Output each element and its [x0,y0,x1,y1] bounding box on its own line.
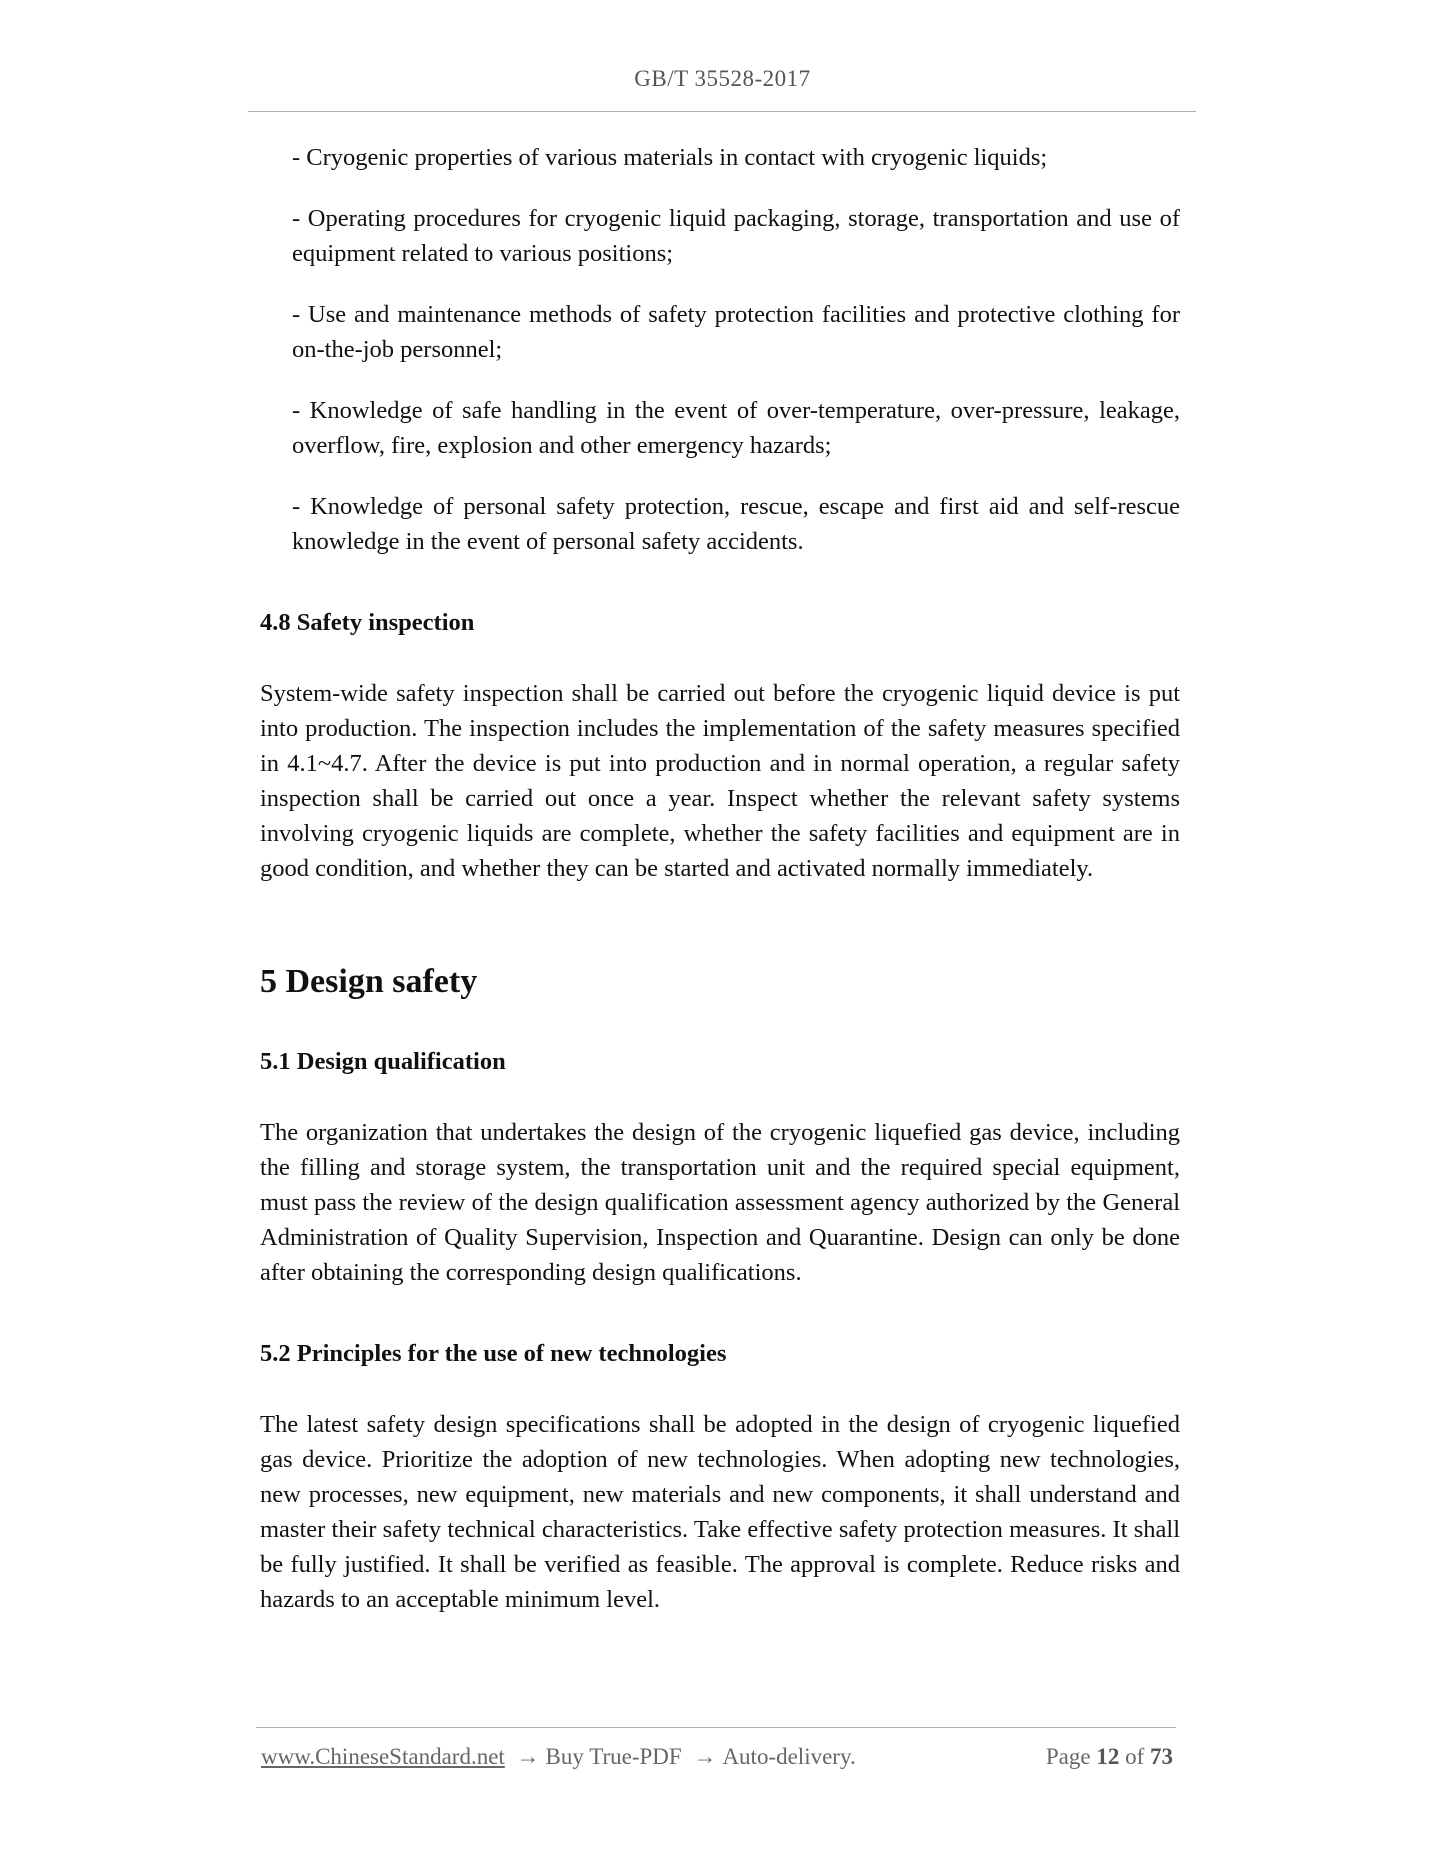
arrow-right-icon: → [516,1744,540,1769]
bullet-item: - Operating procedures for cryogenic liquid packaging, storage, transportation and use of equipment related to various positions; [292,205,1180,267]
page-indicator [1046,1744,1173,1770]
arrow-right-icon: → [693,1744,717,1769]
section-text-5-2: The latest safety design specifications shall be adopted in the design of cryogenic liquefied gas device. Prioritize the adoption of new technologies. When adopting new technologies, new processes, new equipment, new materials and new components, it shall understand and master their safety technical characteristics. Take effective safety protection measures. It shall be fully justified. It shall be verified as feasible. The approval is complete. Reduce risks and hazards to an acceptable minimum level. [260,1411,1180,1613]
section-text-4-8: System-wide safety inspection shall be carried out before the cryogenic liquid device is put into production. The inspection includes the implementation of the safety measures specified in 4.1~4.7. After the device is put into production and in normal operation, a regular safety inspection shall be carried out once a year. Inspect whether the relevant safety systems involving cryogenic liquids are complete, whether the safety facilities and equipment are in good condition, and whether they can be started and activated normally immediately. [260,680,1180,882]
website-link[interactable]: www.ChineseStandard.net [261,1744,505,1769]
section-heading-4-8: 4.8 Safety inspection [260,609,475,636]
total-pages-number: 73 [1150,1744,1173,1769]
bullet-item: - Knowledge of safe handling in the event of over-temperature, over-pressure, leakage, overflow, fire, explosion and other emergency hazards; [292,397,1180,459]
document-header-title: GB/T 35528-2017 [634,66,811,91]
page-label: Page [1045,1744,1091,1769]
page-content [260,140,1180,1617]
section-heading-5-1: 5.1 Design qualification [260,1048,506,1075]
section-text-5-1: The organization that undertakes the design of the cryogenic liquefied gas device, including the filling and storage system, the transportation unit and the required special equipment, must pass the review of the design qualification assessment agency authorized by the General Administration of Quality Supervision, Inspection and Quarantine. Design can only be done after obtaining the corresponding design qualifications. [260,1119,1180,1286]
header-divider [248,111,1196,112]
bullet-item: - Cryogenic properties of various materials in contact with cryogenic liquids; [292,144,1048,171]
bullet-item: - Use and maintenance methods of safety protection facilities and protective clothing for on-the-job personnel; [292,301,1180,363]
footer-divider [256,1727,1176,1728]
chapter-heading-5: 5 Design safety [260,963,478,1000]
footer-buy-text: Buy True-PDF [545,1744,682,1769]
section-heading-5-2: 5.2 Principles for the use of new technologies [260,1340,727,1367]
footer-promo [261,1744,856,1770]
bullet-item: - Knowledge of personal safety protection, rescue, escape and first aid and self-rescue knowledge in the event of personal safety accidents. [292,493,1180,555]
of-label: of [1125,1744,1145,1769]
current-page-number: 12 [1096,1744,1120,1769]
footer-delivery-text: Auto-delivery. [722,1744,856,1769]
